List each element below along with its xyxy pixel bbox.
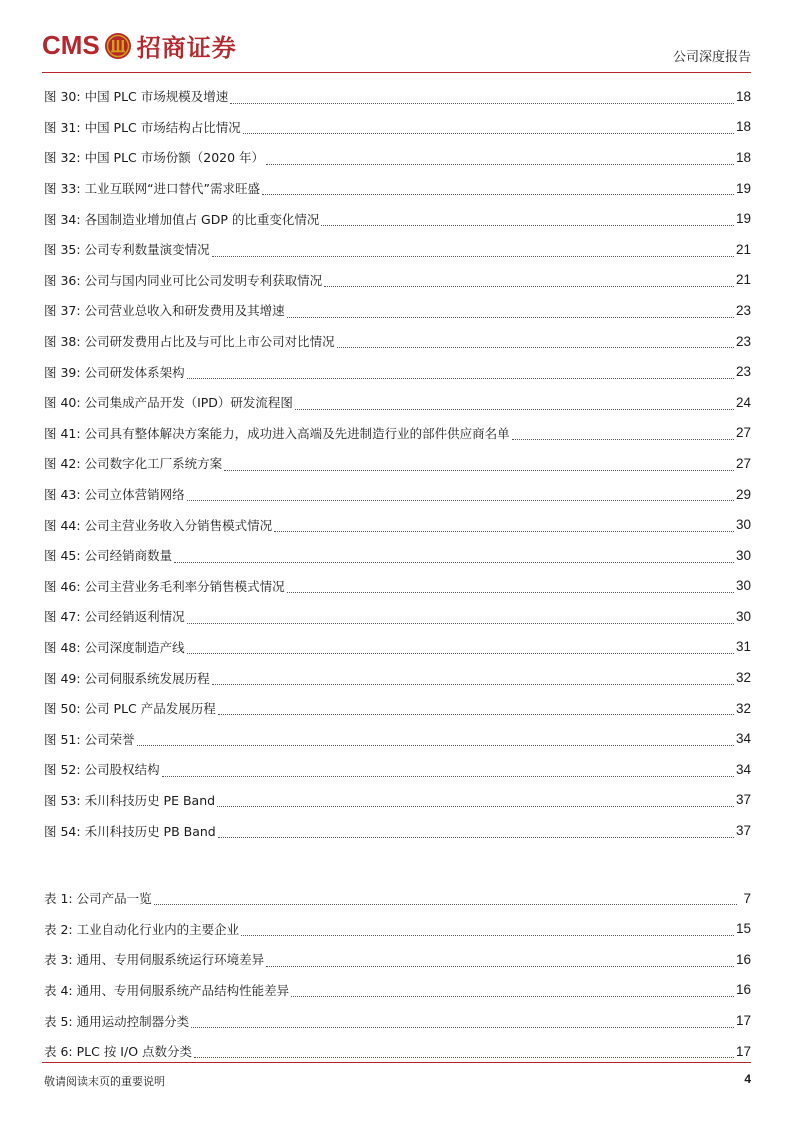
figure-entry[interactable] [44, 203, 751, 234]
entry-label [44, 669, 210, 687]
entry-prefix: 图 34: [44, 211, 81, 227]
figure-entry[interactable] [44, 479, 751, 510]
entry-prefix: 图 45: [44, 548, 81, 564]
entry-label [44, 301, 285, 319]
entry-label [44, 393, 293, 411]
table-entry[interactable] [44, 975, 751, 1006]
dot-leader [287, 591, 734, 593]
entry-page-number: 15 [735, 921, 751, 937]
entry-page-number: 37 [735, 823, 751, 839]
entry-page-number: 32 [735, 700, 751, 716]
entry-label [44, 730, 135, 748]
entry-prefix: 表 2: [44, 921, 73, 937]
entry-label [44, 791, 215, 809]
dot-leader [266, 965, 734, 967]
dot-leader [187, 652, 734, 654]
table-entry[interactable] [44, 913, 751, 944]
entry-page-number: 21 [735, 272, 751, 288]
entry-prefix: 图 42: [44, 456, 81, 472]
dot-leader [512, 438, 734, 440]
entry-title: 公司主营业务收入分销售模式情况 [84, 517, 273, 533]
entry-label [44, 760, 160, 778]
logo-cms-text: CMS [42, 30, 100, 60]
entry-page-number: 30 [735, 547, 751, 563]
entry-label [44, 210, 319, 228]
section-gap [44, 846, 751, 883]
dot-leader [212, 255, 734, 257]
entry-label [44, 424, 510, 442]
entry-label [44, 332, 335, 350]
logo-chinese-text: 招商证券 [136, 33, 237, 62]
entry-page-number: 7 [743, 890, 751, 906]
entry-prefix: 图 38: [44, 334, 81, 350]
entry-prefix: 表 3: [44, 952, 73, 968]
figure-entry[interactable] [44, 662, 751, 693]
figure-entry[interactable] [44, 754, 751, 785]
entry-prefix: 表 6: [44, 1044, 73, 1060]
entry-title: 公司伺服系统发展历程 [84, 670, 210, 686]
entry-label [44, 920, 239, 938]
entry-page-number: 18 [735, 149, 751, 165]
entry-label [44, 699, 216, 717]
figure-entry[interactable] [44, 448, 751, 479]
footer-notice: 敬请阅读末页的重要说明 [44, 1075, 165, 1088]
figure-entry[interactable] [44, 234, 751, 265]
entry-prefix: 图 50: [44, 701, 81, 717]
dot-leader [212, 683, 734, 685]
entry-page-number: 37 [735, 792, 751, 808]
entry-page-number: 30 [735, 608, 751, 624]
figure-entry[interactable] [44, 173, 751, 204]
entry-page-number: 31 [735, 639, 751, 655]
entry-label [44, 546, 172, 564]
entry-prefix: 图 40: [44, 395, 81, 411]
figure-entry[interactable] [44, 509, 751, 540]
entry-title: 禾川科技历史 PB Band [84, 823, 216, 839]
entry-title: 工业互联网“进口替代”需求旺盛 [84, 181, 261, 197]
entry-label [44, 1012, 189, 1030]
figure-entry[interactable] [44, 571, 751, 602]
table-entry[interactable] [44, 944, 751, 975]
entry-page-number: 23 [735, 302, 751, 318]
entry-title: 公司与国内同业可比公司发明专利获取情况 [84, 272, 323, 288]
page-footer [42, 1062, 751, 1091]
entry-label [44, 240, 210, 258]
table-entry[interactable] [44, 883, 751, 914]
figure-entry[interactable] [44, 326, 751, 357]
dot-leader [241, 934, 734, 936]
figure-entry[interactable] [44, 540, 751, 571]
dot-leader [243, 132, 734, 134]
table-list [44, 883, 751, 1067]
entry-page-number: 21 [735, 241, 751, 257]
entry-prefix: 图 53: [44, 792, 81, 808]
entry-prefix: 图 49: [44, 670, 81, 686]
entry-label [44, 363, 185, 381]
entry-title: 公司具有整体解决方案能力，成功进入高端及先进制造行业的部件供应商名单 [84, 425, 510, 441]
dot-leader [337, 346, 734, 348]
dot-leader [224, 469, 734, 471]
entry-label [44, 638, 185, 656]
dot-leader [218, 713, 734, 715]
entry-prefix: 图 43: [44, 487, 81, 503]
entry-title: 公司数字化工厂系统方案 [84, 456, 223, 472]
entry-title: 公司研发体系架构 [84, 364, 185, 380]
dot-leader [321, 224, 734, 226]
dot-leader [187, 622, 734, 624]
figure-entry[interactable] [44, 142, 751, 173]
entry-page-number: 16 [735, 951, 751, 967]
entry-prefix: 图 54: [44, 823, 81, 839]
dot-leader [291, 995, 734, 997]
entry-prefix: 图 33: [44, 181, 81, 197]
entry-page-number: 29 [735, 486, 751, 502]
entry-label [44, 981, 289, 999]
entry-prefix: 图 35: [44, 242, 81, 258]
dot-leader [191, 1026, 734, 1028]
entry-title: 公司营业总收入和研发费用及其增速 [84, 303, 285, 319]
entry-label [44, 577, 285, 595]
entry-page-number: 23 [735, 364, 751, 380]
entry-page-number: 17 [735, 1043, 751, 1059]
figure-entry[interactable] [44, 601, 751, 632]
entry-label [44, 148, 264, 166]
dot-leader [174, 561, 734, 563]
entry-label [44, 822, 216, 840]
figure-entry[interactable] [44, 723, 751, 754]
entry-prefix: 图 36: [44, 272, 81, 288]
entry-page-number: 19 [735, 211, 751, 227]
entry-page-number: 34 [735, 731, 751, 747]
dot-leader [187, 377, 734, 379]
entry-title: 公司荣誉 [84, 731, 135, 747]
entry-title: 公司深度制造产线 [84, 639, 185, 655]
figure-entry[interactable] [44, 418, 751, 449]
entry-title: 通用运动控制器分类 [76, 1013, 190, 1029]
entry-prefix: 图 37: [44, 303, 81, 319]
entry-prefix: 图 30: [44, 89, 81, 105]
footer-page-number: 4 [744, 1072, 751, 1086]
figure-entry[interactable] [44, 265, 751, 296]
dot-leader [262, 193, 734, 195]
figure-entry[interactable] [44, 112, 751, 143]
entry-label [44, 1042, 192, 1060]
entry-page-number: 24 [735, 394, 751, 410]
dot-leader [266, 163, 734, 165]
entry-title: 公司经销商数量 [84, 548, 173, 564]
entry-title: 中国 PLC 市场规模及增速 [84, 89, 229, 105]
entry-page-number: 27 [735, 455, 751, 471]
dot-leader [217, 805, 734, 807]
figure-entry[interactable] [44, 632, 751, 663]
dot-leader [287, 316, 734, 318]
dot-leader [137, 744, 734, 746]
entry-prefix: 图 44: [44, 517, 81, 533]
figure-entry[interactable] [44, 815, 751, 846]
entry-label [44, 271, 322, 289]
entry-page-number: 34 [735, 761, 751, 777]
entry-prefix: 图 52: [44, 762, 81, 778]
dot-leader [274, 530, 734, 532]
dot-leader [230, 102, 734, 104]
entry-label [44, 118, 241, 136]
dot-leader [295, 408, 734, 410]
entry-page-number: 19 [735, 180, 751, 196]
entry-title: 各国制造业增加值占 GDP 的比重变化情况 [84, 211, 320, 227]
entry-prefix: 图 41: [44, 425, 81, 441]
entry-label [44, 179, 260, 197]
dot-leader [324, 285, 734, 287]
entry-prefix: 图 48: [44, 639, 81, 655]
entry-page-number: 18 [735, 88, 751, 104]
page-header [42, 26, 751, 73]
entry-page-number: 17 [735, 1013, 751, 1029]
entry-prefix: 表 5: [44, 1013, 73, 1029]
entry-label [44, 485, 185, 503]
entry-page-number: 30 [735, 578, 751, 594]
entry-prefix: 图 47: [44, 609, 81, 625]
entry-prefix: 表 1: [44, 891, 73, 907]
entry-title: 公司立体营销网络 [84, 487, 185, 503]
entry-label [44, 87, 228, 105]
figure-entry[interactable] [44, 387, 751, 418]
entry-title: 工业自动化行业内的主要企业 [76, 921, 240, 937]
entry-page-number: 23 [735, 333, 751, 349]
cms-logo [42, 28, 237, 63]
entry-prefix: 图 31: [44, 119, 81, 135]
entry-title: 公司集成产品开发（IPD）研发流程图 [84, 395, 293, 411]
entry-title: 通用、专用伺服系统运行环境差异 [76, 952, 265, 968]
entry-page-number: 30 [735, 517, 751, 533]
entry-prefix: 图 32: [44, 150, 81, 166]
cms-emblem-icon [104, 32, 132, 60]
figure-entry[interactable] [44, 81, 751, 112]
entry-page-number: 16 [735, 982, 751, 998]
entry-prefix: 图 46: [44, 578, 81, 594]
entry-title: 公司主营业务毛利率分销售模式情况 [84, 578, 285, 594]
figure-entry[interactable] [44, 785, 751, 816]
entry-label [44, 454, 222, 472]
entry-title: 公司研发费用占比及与可比上市公司对比情况 [84, 334, 335, 350]
figure-list [44, 81, 751, 846]
report-type-label: 公司深度报告 [672, 50, 751, 65]
entry-label [44, 607, 185, 625]
entry-prefix: 图 39: [44, 364, 81, 380]
figure-entry[interactable] [44, 295, 751, 326]
entry-title: 公司经销返利情况 [84, 609, 185, 625]
table-entry[interactable] [44, 1005, 751, 1036]
entry-title: 公司专利数量演变情况 [84, 242, 210, 258]
table-of-contents [44, 81, 751, 1066]
entry-prefix: 图 51: [44, 731, 81, 747]
dot-leader [218, 836, 734, 838]
entry-label [44, 950, 264, 968]
entry-title: PLC 按 I/O 点数分类 [76, 1044, 193, 1060]
entry-title: 中国 PLC 市场份额（2020 年） [84, 150, 265, 166]
entry-label [44, 516, 272, 534]
dot-leader [154, 903, 737, 905]
entry-page-number: 32 [735, 670, 751, 686]
dot-leader [187, 499, 734, 501]
figure-entry[interactable] [44, 356, 751, 387]
entry-title: 公司股权结构 [84, 762, 160, 778]
dot-leader [194, 1056, 734, 1058]
entry-title: 禾川科技历史 PE Band [84, 792, 216, 808]
dot-leader [162, 775, 734, 777]
entry-title: 中国 PLC 市场结构占比情况 [84, 119, 241, 135]
entry-title: 公司产品一览 [76, 891, 152, 907]
entry-label [44, 889, 152, 907]
figure-entry[interactable] [44, 693, 751, 724]
entry-title: 公司 PLC 产品发展历程 [84, 701, 216, 717]
entry-prefix: 表 4: [44, 982, 73, 998]
entry-title: 通用、专用伺服系统产品结构性能差异 [76, 982, 290, 998]
entry-page-number: 27 [735, 425, 751, 441]
entry-page-number: 18 [735, 119, 751, 135]
